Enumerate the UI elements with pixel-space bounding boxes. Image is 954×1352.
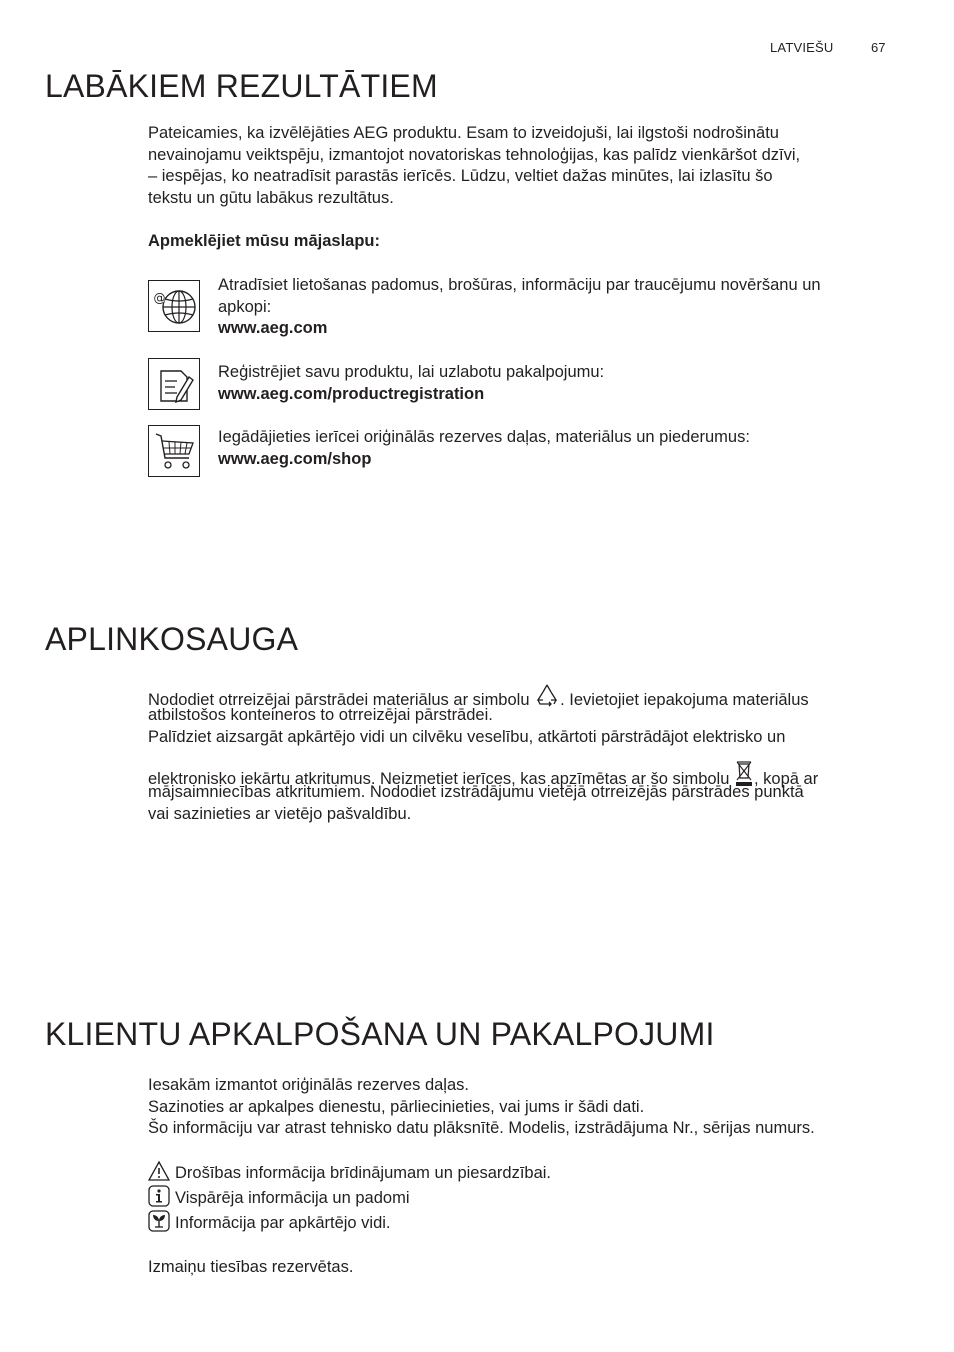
link-block-website [218,275,898,340]
link-description: Atradīsiet lietošanas padomus, brošūras, informāciju par traucējumu novēršanu un [218,276,821,294]
legend-text: Informācija par apkārtējo vidi. [175,1214,391,1232]
info-icon [148,1185,170,1207]
env-text: elektronisko iekārtu atkritumus. Neizmetiet ierīces, kas apzīmētas ar šo simbolu [148,770,730,788]
environment-leaf-icon [148,1210,170,1232]
globe-icon [148,280,200,332]
link-block-registration [218,362,898,405]
environment-paragraph-line2: atbilstošos konteineros to otrreizējai pārstrādei. [148,706,493,724]
link-url-aeg[interactable]: www.aeg.com [218,319,328,337]
intro-line: tekstu un gūtu labākus rezultātus. [148,188,394,207]
legend-text: Drošības informācija brīdinājumam un piesardzībai. [175,1164,552,1182]
customer-service-paragraph [148,1075,888,1140]
legend-warning [148,1160,551,1184]
registration-form-icon [148,358,200,410]
legend-info [148,1185,410,1209]
service-line: Šo informāciju var atrast tehnisko datu plāksnītē. Modelis, izstrādājuma Nr., sērijas numurs. [148,1119,815,1137]
page-number: 67 [871,40,886,55]
link-url-shop[interactable]: www.aeg.com/shop [218,449,372,468]
section-title-best-results: LABĀKIEM REZULTĀTIEM [45,68,438,104]
svg-text:@: @ [153,291,166,305]
intro-line: – iespējas, ko neatradīsit parastās ierīcēs. Lūdzu, veltiet dažas minūtes, lai izlasītu šo [148,167,773,185]
warning-triangle-icon [148,1160,170,1182]
env-text: , kopā ar [753,770,819,788]
intro-line: nevainojamu veiktspēju, izmantojot novatoriskas tehnoloģijas, kas palīdz vienkāršot dzīvi, [148,145,801,164]
env-text: . Ievietojiet iepakojuma materiālus [560,691,809,709]
link-block-shop [218,427,898,470]
section-title-customer-service: KLIENTU APKALPOŠANA UN PAKALPOJUMI [45,1016,715,1052]
link-description: Iegādājieties ierīcei oriģinālās rezerves daļas, materiālus un piederumus: [218,428,750,446]
visit-website-label: Apmeklējiet mūsu mājaslapu: [148,232,380,250]
legend-environment [148,1210,391,1234]
service-line: Sazinoties ar apkalpes dienestu, pārliecinieties, vai jums ir šādi dati. [148,1097,645,1116]
link-description: Reģistrējiet savu produktu, lai uzlabotu pakalpojumu: [218,363,605,381]
link-description: apkopi: [218,297,272,316]
section-title-environment: APLINKOSAUGA [45,621,299,657]
environment-paragraph-line6: vai sazinieties ar vietējo pašvaldību. [148,805,412,823]
shopping-cart-icon [148,425,200,477]
header-language: LATVIEŠU [770,40,834,55]
rights-reserved-note: Izmaiņu tiesības rezervētas. [148,1258,354,1276]
environment-paragraph-line3: Palīdziet aizsargāt apkārtējo vidi un cilvēku veselību, atkārtoti pārstrādājot elektrisko un [148,728,786,746]
env-text: Nododiet otrreizējai pārstrādei materiālus ar simbolu [148,691,530,709]
intro-line: Pateicamies, ka izvēlējāties AEG produktu. Esam to izveidojuši, lai ilgstoši nodrošinātu [148,124,779,142]
service-line: Iesakām izmantot oriģinālās rezerves daļas. [148,1076,469,1094]
environment-paragraph-line5: mājsaimniecības atkritumiem. Nododiet izstrādājumu vietējā otrreizējās pārstrādes punktā [148,783,804,801]
legend-text: Vispārēja informācija un padomi [175,1189,410,1207]
intro-paragraph [148,123,888,209]
link-url-registration[interactable]: www.aeg.com/productregistration [218,384,485,403]
